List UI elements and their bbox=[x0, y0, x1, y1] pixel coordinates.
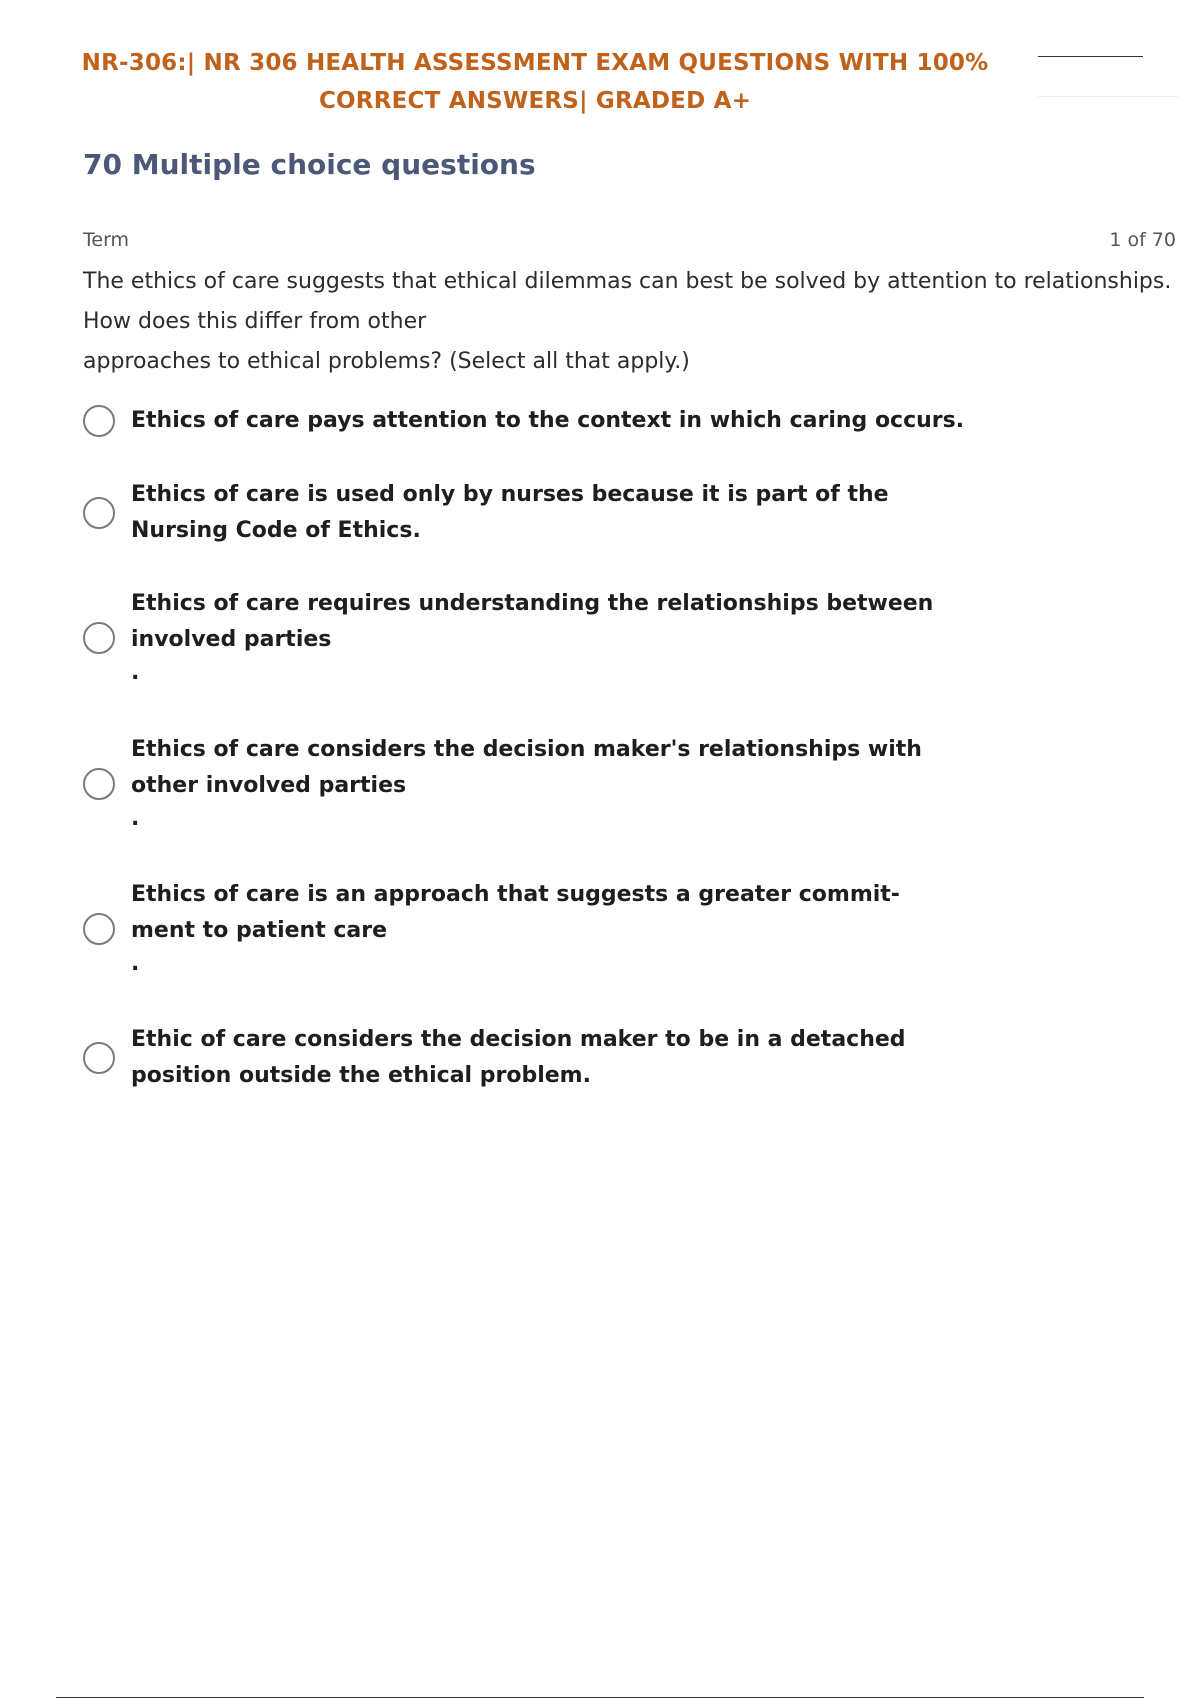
option-line: ment to patient care bbox=[131, 918, 388, 943]
radio-button[interactable] bbox=[83, 405, 115, 437]
option-line: other involved parties bbox=[131, 773, 407, 798]
option-line: involved parties bbox=[131, 627, 332, 652]
question-line: How does this differ from other bbox=[83, 309, 427, 334]
footer-rule bbox=[56, 1697, 1144, 1698]
radio-button[interactable] bbox=[83, 913, 115, 945]
option-text bbox=[131, 877, 981, 949]
option-text bbox=[131, 477, 981, 549]
term-label: Term bbox=[83, 229, 130, 251]
option-text bbox=[131, 1022, 981, 1094]
option-line: Ethics of care is an approach that suggests a greater commit- bbox=[131, 882, 900, 907]
option-line: Nursing Code of Ethics. bbox=[131, 518, 421, 543]
answer-option-4[interactable] bbox=[83, 732, 983, 842]
radio-button[interactable] bbox=[83, 1042, 115, 1074]
set-title: 70 Multiple choice questions bbox=[83, 148, 536, 181]
trailing-dot: . bbox=[131, 951, 140, 976]
header-rule-faint bbox=[1038, 96, 1178, 97]
option-text bbox=[131, 732, 981, 804]
answer-option-5[interactable] bbox=[83, 877, 983, 987]
document-header bbox=[40, 44, 1030, 120]
option-line: Ethics of care pays attention to the context in which caring occurs. bbox=[131, 408, 965, 433]
question-text bbox=[83, 262, 1183, 382]
radio-button[interactable] bbox=[83, 622, 115, 654]
question-line: approaches to ethical problems? (Select all that apply.) bbox=[83, 349, 690, 374]
answer-option-6[interactable] bbox=[83, 1022, 983, 1102]
question-counter: 1 of 70 bbox=[1109, 229, 1176, 251]
option-line: Ethics of care considers the decision maker's relationships with bbox=[131, 737, 922, 762]
option-line: Ethic of care considers the decision maker to be in a detached bbox=[131, 1027, 906, 1052]
option-line: position outside the ethical problem. bbox=[131, 1063, 591, 1088]
header-line-1: NR-306:| NR 306 HEALTH ASSESSMENT EXAM QUESTIONS WITH 100% bbox=[81, 50, 989, 76]
trailing-dot: . bbox=[131, 660, 140, 685]
radio-button[interactable] bbox=[83, 497, 115, 529]
option-text bbox=[131, 403, 981, 439]
answer-option-1[interactable] bbox=[83, 405, 983, 445]
trailing-dot: . bbox=[131, 806, 140, 831]
option-line: Ethics of care is used only by nurses because it is part of the bbox=[131, 482, 889, 507]
answer-option-2[interactable] bbox=[83, 477, 983, 557]
header-line-2: CORRECT ANSWERS| GRADED A+ bbox=[318, 88, 752, 114]
header-rule bbox=[1038, 56, 1143, 57]
answer-option-3[interactable] bbox=[83, 586, 983, 696]
question-line: The ethics of care suggests that ethical dilemmas can best be solved by attention to relationships. bbox=[83, 269, 1172, 294]
option-line: Ethics of care requires understanding the relationships between bbox=[131, 591, 934, 616]
radio-button[interactable] bbox=[83, 768, 115, 800]
option-text bbox=[131, 586, 981, 658]
